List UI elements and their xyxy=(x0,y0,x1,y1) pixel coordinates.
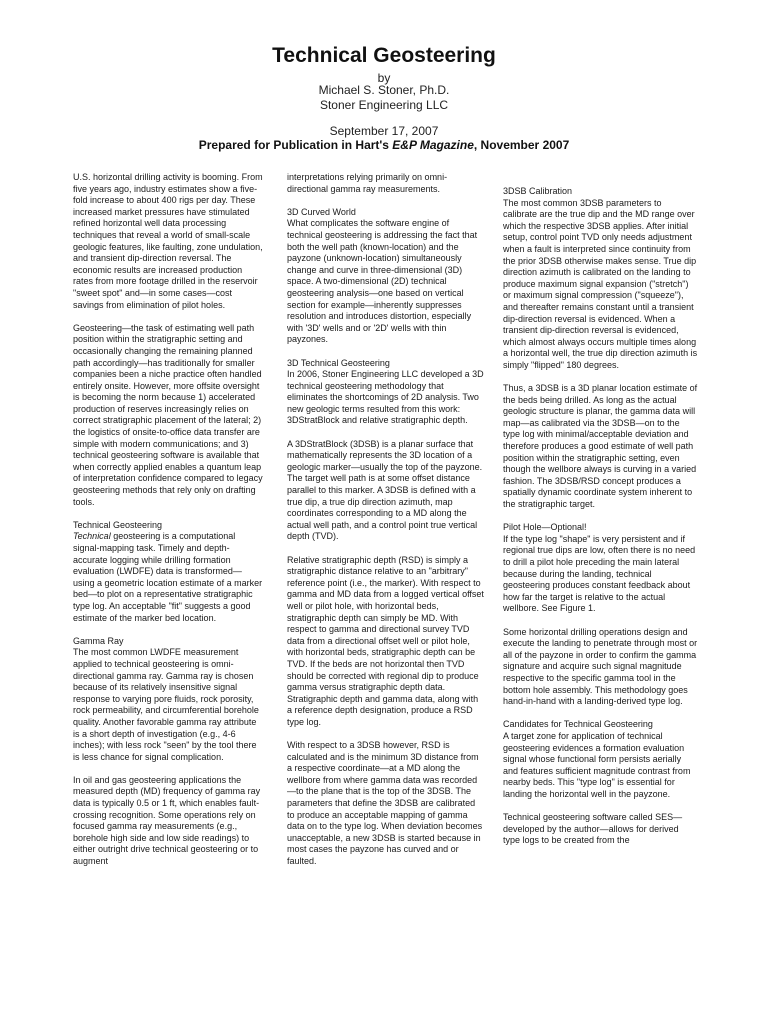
publication-date: September 17, 2007 xyxy=(329,124,439,138)
publication-note xyxy=(0,138,768,153)
paragraph-text: geosteering is a computational signal-mapping task. Timely and depth-accurate logging while drilling formation evaluation (LWDFE) data is transformed—using a geometric location estimate of a marker bed—to plot on a representative stratigraphic type log. An acceptable "fit" suggests a good estimate of the marker bed location. xyxy=(73,531,263,623)
paragraph: In 2006, Stoner Engineering LLC developed a 3D technical geosteering methodology that eliminates the shortcomings of 2D analysis. Two new geologic terms resulted from this work: 3DStratBlock and relative stratigraphic depth. xyxy=(287,369,484,426)
section-heading: 3D Technical Geosteering xyxy=(287,357,390,368)
section-heading: Pilot Hole—Optional! xyxy=(503,522,587,533)
paragraph: The most common 3DSB parameters to calibrate are the true dip and the MD range over which the respective 3DSB applies. After initial setup, control point TVD only needs adjustment when a fault is interpreted since continuity from the prior 3DSB otherwise makes sense. True dip direction azimuth is calibrated on the landing to produce maximum signal expansion ("stretch") or maximum signal compression ("squeeze"), and thereafter remains constant until a transient dip-direction reversal is evidenced. When a transient dip-direction reversal is evidenced, which almost always occurs multiple times along a horizontal well, the true dip direction azimuth is simply "flipped" 180 degrees. xyxy=(503,197,698,370)
document-title: Technical Geosteering xyxy=(272,44,496,67)
text-column-3 xyxy=(503,186,698,858)
section-heading: Gamma Ray xyxy=(73,635,124,646)
paragraph: A 3DStratBlock (3DSB) is a planar surface that mathematically represents the 3D location of a geologic marker—usually the top of the payzone. The target well path is at some offset distance parallel to this marker. A 3DSB is defined with a true dip, a true dip direction azimuth, map coordinates corresponding to a MD along the actual well path, and a control point true vertical depth (TVD). xyxy=(287,438,483,542)
author-name: Michael S. Stoner, Ph.D. xyxy=(318,83,450,97)
publication-note-suffix: , November 2007 xyxy=(473,138,570,152)
paragraph: With respect to a 3DSB however, RSD is calculated and is the minimum 3D distance from a respective coordinate—at a MD along the wellbore from where gamma data was recorded—to the plane that is the top of the 3DSB. The parameters that define the 3DSB are calibrated to produce an acceptable mapping of gamma data on to the type log. When deviation becomes unacceptable, a new 3DSB is started because in most cases the payzone has curved and or faulted. xyxy=(287,740,483,867)
paragraph: If the type log "shape" is very persistent and if regional true dips are low, often there is no need to drill a pilot hole preceding the main lateral because during the landing, technical geosteering produces constant feedback about how far the target is relative to the actual wellbore. See Figure 1. xyxy=(503,533,696,614)
paragraph: Technical geosteering software called SES—developed by the author—allows for derived type logs to be created from the xyxy=(503,812,683,846)
paragraph: interpretations relying primarily on omni-directional gamma ray measurements. xyxy=(287,172,448,194)
text-column-2 xyxy=(287,172,485,879)
emphasis-word: Technical xyxy=(73,531,111,542)
paragraph: Thus, a 3DSB is a 3D planar location estimate of the beds being drilled. As long as the actual geologic structure is planar, the gamma data will map—as calibrated via the 3DSB—on to the type log with minimal/acceptable deviation and therefore produces a good estimate of well path position within the stratigraphic setting, even though the wellbore always is curving in a varied fashion. The 3DSB/RSD concept produces a spatially dynamic coordinate system inherent to the stratigraphic target. xyxy=(503,383,698,510)
paragraph: U.S. horizontal drilling activity is booming. From five years ago, industry estimates show a five-fold increase to about 400 rigs per day. These increased market pressures have stimulated refined horizontal well data processing techniques that reveal a world of small-scale geologic features, like faulting, zone undulation, and transient dip-direction reversal. The economic results are increased production rates from more footage drilled in the reservoir "sweet spot" and—in some cases—cost savings from elimination of pilot holes. xyxy=(73,172,263,310)
section-heading: 3DSB Calibration xyxy=(503,186,573,196)
paragraph xyxy=(73,531,263,624)
paragraph: What complicates the software engine of technical geosteering is addressing the fact that both the well path (known-location) and the payzone (unknown-location) simultaneously change and curve in three-dimensional (3D) space. A two-dimensional (2D) technical geosteering analysis—one based on vertical section for example—inherently suppresses resolution and introduces distortion, especially with '3D' wells and or '2D' wells with thin payzones. xyxy=(287,218,478,345)
section-heading: Candidates for Technical Geosteering xyxy=(503,719,653,730)
section-heading: Technical Geosteering xyxy=(73,519,163,530)
author-organization: Stoner Engineering LLC xyxy=(319,98,449,112)
paragraph: In oil and gas geosteering applications the measured depth (MD) frequency of gamma ray data is typically 0.5 or 1 ft, which enables fault-crossing recognition. Some operations rely on focused gamma ray measurements (e.g., borehole high side and low side readings) to either outright drive technical geosteering or to augment xyxy=(73,774,261,867)
section-heading: 3D Curved World xyxy=(287,206,356,217)
paragraph: Geosteering—the task of estimating well path position within the stratigraphic setting and occasionally changing the remaining planned path accordingly—has traditionally for smaller companies been a niche practice often handled entirely onsite. However, more offsite oversight is becoming the norm because 1) accelerated production of reserves increasingly relies on correct stratigraphic placement of the lateral; 2) the logistics of onsite-to-office data transfer are simple with modern communications; and 3) technical geosteering software is available that when correctly applied enables a quantum leap of interpretation confidence compared to legacy geosteering methods that rely only on drafting tools. xyxy=(73,322,263,507)
publication-note-prefix: Prepared for Publication in Hart's xyxy=(198,138,393,152)
byline-by: by xyxy=(377,71,391,85)
paragraph: Relative stratigraphic depth (RSD) is simply a stratigraphic distance relative to an "arbitrary" reference point (i.e., the marker). With respect to gamma and MD data from a logged vertical offset well or pilot hole, with horizontal beds, stratigraphic depth can simply be MD. With respect to gamma and directional survey TVD data from a directional offset well or pilot hole, with horizontal beds, stratigraphic depth can be TVD. If the beds are not horizontal then TVD should be corrected with regional dip to produce gamma versus stratigraphic depth data. Stratigraphic depth and gamma data, along with a reference depth designation, produce a RSD type log. xyxy=(287,554,484,727)
magazine-name: E&P Magazine xyxy=(392,138,474,152)
paragraph: Some horizontal drilling operations design and execute the landing to penetrate through most or all of the payzone in order to confirm the gamma signature and acquire such signal magnitude respective to the specific gamma tool in the bottom hole assembly. This methodology goes hand-in-hand with a landing-derived type log. xyxy=(503,626,698,707)
paragraph: A target zone for application of technical geosteering evidences a formation evaluation signal whose functional form persists aerially and features sufficient magnitude contrast from nearby beds. This "type log" is essential for landing the horizontal well in the payzone. xyxy=(503,730,691,799)
paragraph: The most common LWDFE measurement applied to technical geosteering is omni-directional gamma ray. Gamma ray is chosen because of its relatively insensitive signal response to varying pore fluids, rock porosity, rock permeability, and circumferential borehole quality. Another favorable gamma ray attribute is a short depth of investigation (e.g., 4-6 inches); with less rock "seen" by the tool there is less chance for signal complication. xyxy=(73,647,259,762)
text-column-1 xyxy=(73,172,263,879)
